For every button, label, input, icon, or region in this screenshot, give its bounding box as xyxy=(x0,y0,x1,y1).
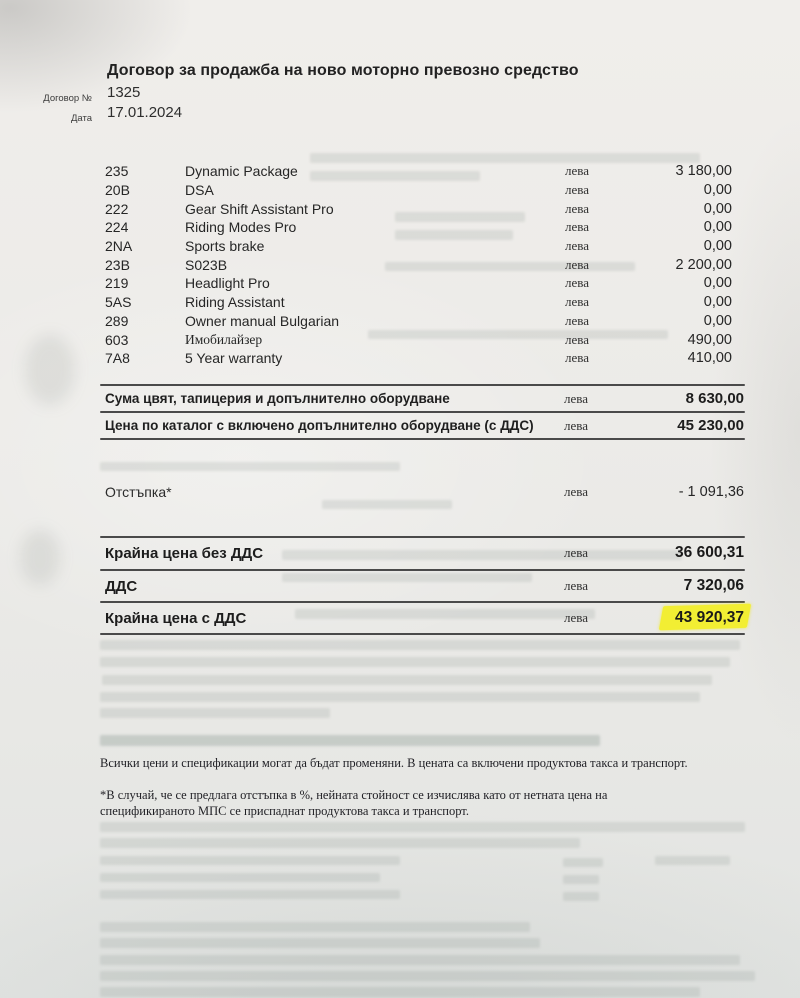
ghost-text-line xyxy=(100,987,700,997)
option-name: Gear Shift Assistant Pro xyxy=(185,200,334,217)
highlight-marker: 43 920,37 xyxy=(675,609,744,626)
paper-smudge xyxy=(20,530,60,585)
currency-label: лева xyxy=(565,238,589,254)
summary-amount: 8 630,00 xyxy=(685,390,744,407)
option-amount: 0,00 xyxy=(703,275,732,292)
currency-label: лева xyxy=(565,331,589,347)
total-amount: 36 600,31 xyxy=(675,544,744,561)
paper-smudge xyxy=(25,335,75,405)
ghost-text-line xyxy=(100,708,330,718)
ghost-text-line xyxy=(100,938,540,948)
table-row xyxy=(105,349,732,368)
option-name: Riding Assistant xyxy=(185,294,285,311)
contract-number-value: 1325 xyxy=(107,84,141,101)
discount-label: Отстъпка* xyxy=(105,483,172,500)
option-amount: 0,00 xyxy=(703,219,732,236)
option-name: Sports brake xyxy=(185,238,265,255)
table-rule xyxy=(100,569,745,571)
discount-amount: - 1 091,36 xyxy=(678,483,744,500)
option-amount: 490,00 xyxy=(687,331,732,348)
option-code: 235 xyxy=(105,163,129,180)
table-rule xyxy=(100,411,745,413)
currency-label: лева xyxy=(565,219,589,235)
summary-label: Сума цвят, тапицерия и допълнително оборудване xyxy=(105,391,450,406)
currency-label: лева xyxy=(564,578,588,593)
option-name: Riding Modes Pro xyxy=(185,219,297,236)
table-rule xyxy=(100,384,745,386)
ghost-text-line xyxy=(563,875,599,884)
option-code: 23B xyxy=(105,256,130,273)
ghost-text-line xyxy=(100,735,600,746)
ghost-text-line xyxy=(100,922,530,932)
option-name: Имобилайзер xyxy=(185,331,263,347)
table-rule xyxy=(100,536,745,538)
table-rule xyxy=(100,633,745,635)
option-amount: 0,00 xyxy=(703,312,732,329)
table-row xyxy=(105,237,732,256)
option-amount: 410,00 xyxy=(687,350,732,367)
ghost-text-line xyxy=(100,838,580,848)
total-label: Крайна цена с ДДС xyxy=(105,609,247,627)
table-row xyxy=(105,330,732,349)
currency-label: лева xyxy=(565,312,589,328)
footnote-discount: *В случай, че се предлага отстъпка в %, нейната стойност се изчислява като от нетната цена на спецификираното МПС се приспаднат продуктова такса и транспорт. xyxy=(100,788,608,818)
table-row xyxy=(105,312,732,331)
total-row xyxy=(105,574,744,598)
document-title: Договор за продажба на ново моторно превозно средство xyxy=(107,62,579,79)
table-rule xyxy=(100,601,745,603)
total-amount-highlighted xyxy=(614,609,744,627)
currency-label: лева xyxy=(565,256,589,272)
table-row xyxy=(105,218,732,237)
total-amount: 7 320,06 xyxy=(683,577,744,594)
date-value: 17.01.2024 xyxy=(107,104,183,121)
option-code: 289 xyxy=(105,312,129,329)
currency-label: лева xyxy=(564,417,588,433)
currency-label: лева xyxy=(565,163,589,179)
ghost-text-line xyxy=(655,856,730,865)
table-rule xyxy=(100,438,745,440)
currency-label: лева xyxy=(565,182,589,198)
ghost-text-line xyxy=(563,892,599,901)
option-amount: 3 180,00 xyxy=(675,163,732,180)
currency-label: лева xyxy=(564,545,588,560)
ghost-text-line xyxy=(100,692,700,702)
ghost-text-line xyxy=(100,890,400,899)
option-code: 5AS xyxy=(105,294,132,311)
option-code: 603 xyxy=(105,331,129,348)
ghost-text-line xyxy=(100,955,740,965)
option-amount: 0,00 xyxy=(703,182,732,199)
option-amount: 0,00 xyxy=(703,200,732,217)
option-code: 2NA xyxy=(105,238,133,255)
currency-label: лева xyxy=(565,294,589,310)
option-code: 224 xyxy=(105,219,129,236)
table-row xyxy=(105,181,732,200)
ghost-text-line xyxy=(100,657,730,667)
option-name: 5 Year warranty xyxy=(185,350,283,367)
table-row xyxy=(105,255,732,274)
option-code: 20B xyxy=(105,182,130,199)
currency-label: лева xyxy=(564,390,588,406)
options-table xyxy=(105,162,732,368)
option-amount: 0,00 xyxy=(703,238,732,255)
ghost-text-line xyxy=(100,462,400,471)
table-row xyxy=(105,274,732,293)
summary-row xyxy=(105,415,744,436)
option-name: S023B xyxy=(185,256,228,273)
total-label: ДДС xyxy=(105,577,138,595)
discount-row xyxy=(105,482,744,501)
total-row xyxy=(105,541,744,565)
option-name: Dynamic Package xyxy=(185,163,298,180)
option-name: Owner manual Bulgarian xyxy=(185,312,340,329)
total-row-final xyxy=(105,606,744,630)
table-row xyxy=(105,293,732,312)
option-name: Headlight Pro xyxy=(185,275,270,292)
summary-row xyxy=(105,388,744,409)
ghost-text-line xyxy=(322,500,452,509)
table-row xyxy=(105,199,732,218)
contract-number-label: Договор № xyxy=(43,93,92,104)
ghost-text-line xyxy=(100,971,755,981)
footnote-prices: Всички цени и спецификации могат да бъдат променяни. В цената са включени продуктова такса и транспорт. xyxy=(100,756,688,770)
summary-amount: 45 230,00 xyxy=(677,417,744,434)
ghost-text-line xyxy=(563,858,603,867)
ghost-text-line xyxy=(100,822,745,832)
ghost-text-line xyxy=(102,675,712,685)
option-code: 219 xyxy=(105,275,129,292)
currency-label: лева xyxy=(564,483,588,499)
ghost-text-line xyxy=(100,873,380,882)
option-code: 222 xyxy=(105,200,129,217)
currency-label: лева xyxy=(565,350,589,366)
summary-label: Цена по каталог с включено допълнително оборудване (с ДДС) xyxy=(105,418,534,433)
currency-label: лева xyxy=(565,200,589,216)
option-name: DSA xyxy=(185,182,214,199)
option-code: 7A8 xyxy=(105,350,130,367)
option-amount: 0,00 xyxy=(703,294,732,311)
currency-label: лева xyxy=(564,610,588,625)
option-amount: 2 200,00 xyxy=(675,256,732,273)
date-label: Дата xyxy=(70,113,92,124)
ghost-text-line xyxy=(100,640,740,650)
ghost-text-line xyxy=(100,856,400,865)
table-row xyxy=(105,162,732,181)
currency-label: лева xyxy=(565,275,589,291)
total-label: Крайна цена без ДДС xyxy=(105,544,264,562)
